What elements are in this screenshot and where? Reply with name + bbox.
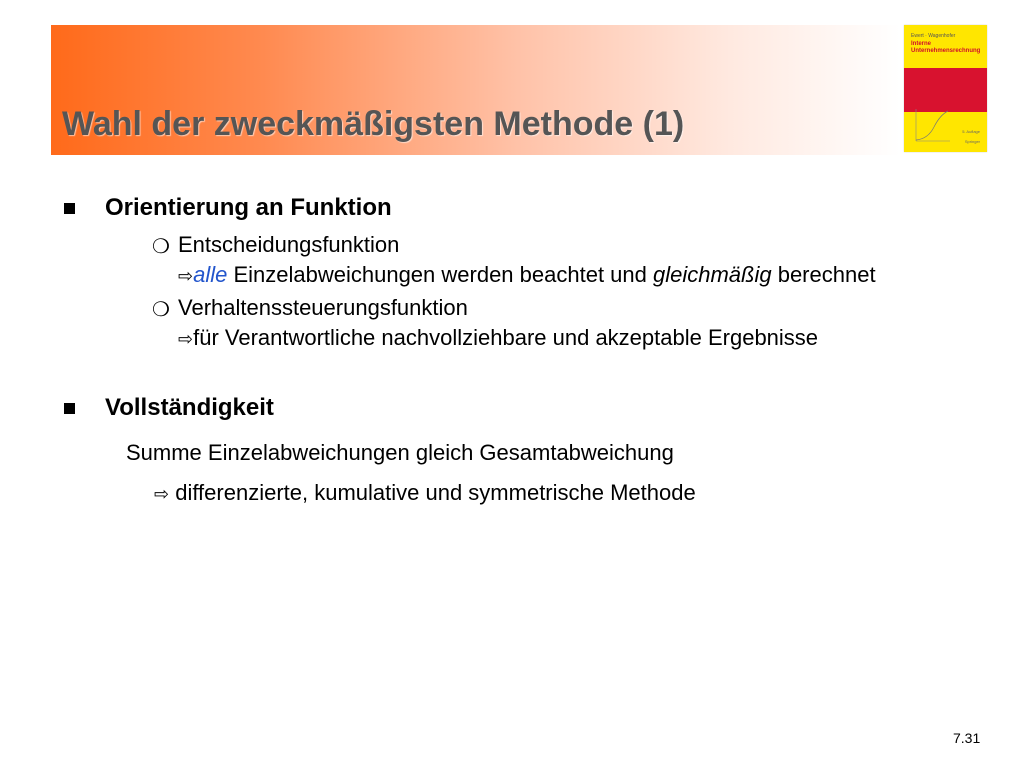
book-title: Interne Unternehmensrechnung [911,41,981,54]
book-cover-image [904,25,987,152]
completeness-text: Summe Einzelabweichungen gleich Gesamtabweichung [126,440,674,465]
arrow-right-icon: ⇨ [178,266,194,287]
circle-bullet-icon: ❍ [152,299,170,321]
section-heading-function: Orientierung an Funktion [105,194,392,221]
book-edition: 5. Auflage [962,129,980,134]
circle-bullet-icon: ❍ [152,236,170,258]
page-number: 7.31 [953,730,981,746]
item-detail-behavior-function: ⇨für Verantwortliche nachvollziehbare und akzeptable Ergebnisse [178,325,819,350]
square-bullet-icon [64,203,75,214]
book-chart-icon [914,109,950,143]
square-bullet-icon [64,403,75,414]
book-authors: Ewert · Wagenhofer [911,33,956,39]
section-heading-completeness: Vollständigkeit [105,394,274,421]
slide-title: Wahl der zweckmäßigsten Methode (1) [62,105,685,143]
item-label-decision-function: Entscheidungsfunktion [178,232,400,257]
book-publisher: Springer [964,139,980,144]
arrow-right-icon: ⇨ [178,329,194,350]
item-label-behavior-function: Verhaltenssteuerungsfunktion [178,295,468,320]
completeness-conclusion: ⇨ differenzierte, kumulative und symmetrische Methode [154,480,696,505]
arrow-right-icon: ⇨ [154,484,170,505]
book-red-band [904,68,987,112]
item-detail-decision-function: ⇨alle Einzelabweichungen werden beachtet und gleichmäßig berechnet [178,262,876,287]
